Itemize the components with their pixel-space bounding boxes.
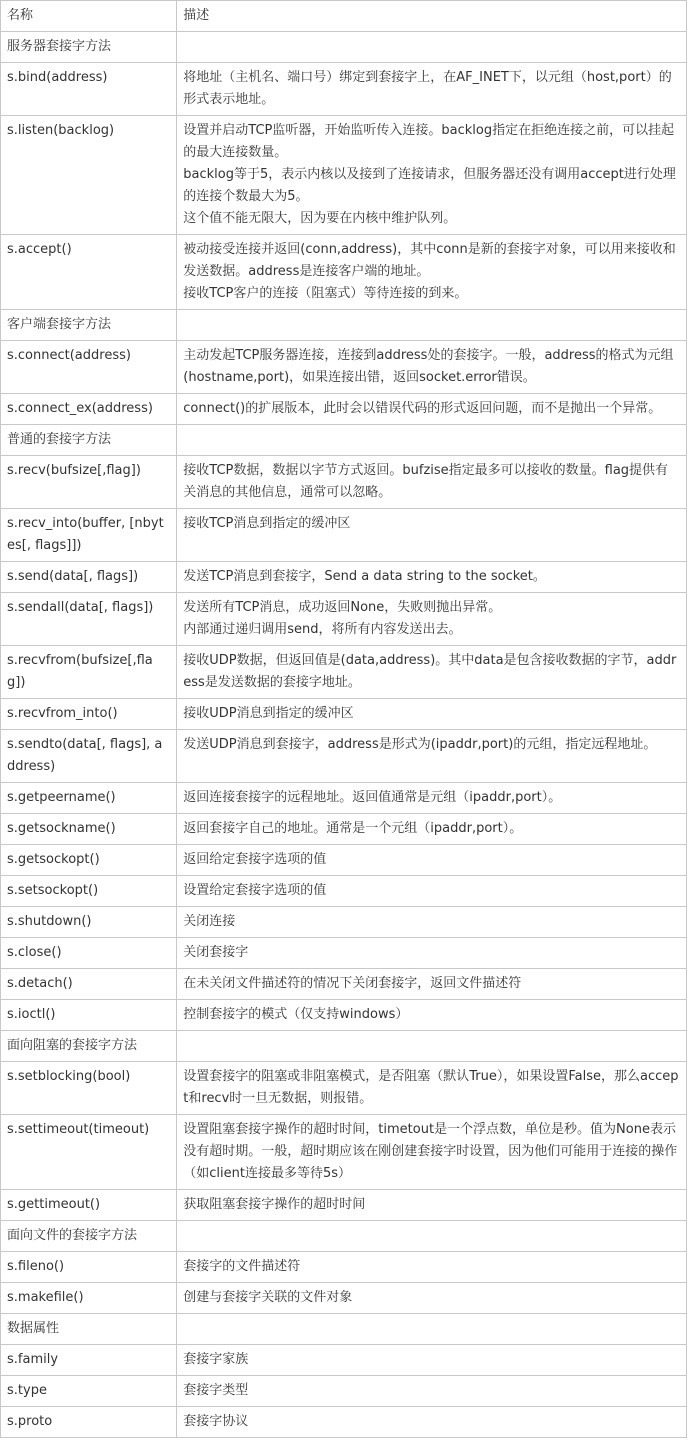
method-name-cell: s.recv(bufsize[,flag])	[1, 456, 177, 509]
table-row	[1, 235, 687, 310]
description-cell	[177, 1062, 687, 1115]
description-line: 发送UDP消息到套接字，address是形式为(ipaddr,port)的元组，指定远程地址。	[183, 737, 657, 752]
method-name-cell: s.gettimeout()	[1, 1190, 177, 1221]
description-line: 接收UDP数据，但返回值是(data,address)。其中data是包含接收数据的字节，address是发送数据的套接字地址。	[183, 653, 677, 690]
description-line	[183, 1035, 680, 1057]
method-name-cell: s.family	[1, 1345, 177, 1376]
table-row	[1, 1407, 687, 1438]
method-name-cell: s.setsockopt()	[1, 876, 177, 907]
method-name-cell: 面向阻塞的套接字方法	[1, 1031, 177, 1062]
method-name-cell: s.detach()	[1, 969, 177, 1000]
description-cell	[177, 425, 687, 456]
table-row	[1, 509, 687, 562]
method-name-cell: s.close()	[1, 938, 177, 969]
method-name-cell: s.type	[1, 1376, 177, 1407]
description-line: 套接字类型	[183, 1383, 249, 1398]
table-row	[1, 783, 687, 814]
table-row	[1, 63, 687, 116]
method-name-cell: s.ioctl()	[1, 1000, 177, 1031]
method-name-cell: s.getpeername()	[1, 783, 177, 814]
description-line: 设置并启动TCP监听器，开始监听传入连接。backlog指定在拒绝连接之前，可以挂起的最大连接数量。	[183, 123, 675, 160]
description-cell	[177, 646, 687, 699]
description-line: 获取阻塞套接字操作的超时时间	[183, 1197, 366, 1212]
table-row	[1, 1031, 687, 1062]
method-name-cell: s.accept()	[1, 235, 177, 310]
description-cell	[177, 1031, 687, 1062]
table-row	[1, 32, 687, 63]
table-row	[1, 310, 687, 341]
description-cell	[177, 845, 687, 876]
description-cell	[177, 814, 687, 845]
description-cell	[177, 509, 687, 562]
description-cell	[177, 907, 687, 938]
table-row	[1, 730, 687, 783]
method-name-cell: s.makefile()	[1, 1283, 177, 1314]
table-row	[1, 425, 687, 456]
table-row	[1, 341, 687, 394]
method-name-cell: s.recvfrom_into()	[1, 699, 177, 730]
description-cell	[177, 63, 687, 116]
method-name-cell: s.bind(address)	[1, 63, 177, 116]
description-cell	[177, 394, 687, 425]
method-name-cell: s.recvfrom(bufsize[,flag])	[1, 646, 177, 699]
description-cell	[177, 1314, 687, 1345]
method-name-cell: s.sendto(data[, flags], address)	[1, 730, 177, 783]
table-row	[1, 907, 687, 938]
method-name-cell: 面向文件的套接字方法	[1, 1221, 177, 1252]
description-cell	[177, 1407, 687, 1438]
table-row	[1, 562, 687, 593]
description-cell	[177, 235, 687, 310]
description-line: 套接字家族	[183, 1352, 249, 1367]
description-line: 接收UDP消息到指定的缓冲区	[183, 706, 354, 721]
description-cell	[177, 341, 687, 394]
method-name-cell: s.sendall(data[, flags])	[1, 593, 177, 646]
method-name-cell: 普通的套接字方法	[1, 425, 177, 456]
description-cell	[177, 562, 687, 593]
description-line	[183, 36, 680, 58]
description-line: 关闭连接	[183, 914, 236, 929]
description-cell	[177, 876, 687, 907]
description-line: backlog等于5，表示内核以及接到了连接请求，但服务器还没有调用accept进行处理的连接个数最大为5。	[183, 167, 676, 204]
method-name-cell: s.shutdown()	[1, 907, 177, 938]
table-row	[1, 1062, 687, 1115]
description-cell	[177, 1190, 687, 1221]
table-row	[1, 1283, 687, 1314]
description-line: 内部通过递归调用send，将所有内容发送出去。	[183, 622, 462, 637]
method-name-cell: 服务器套接字方法	[1, 32, 177, 63]
description-cell	[177, 730, 687, 783]
description-cell	[177, 456, 687, 509]
description-line: 设置阻塞套接字操作的超时时间，timetout是一个浮点数，单位是秒。值为None表示没有超时期。一般，超时期应该在刚创建套接字时设置，因为他们可能用于连接的操作（如client连接最多等待5s）	[183, 1122, 678, 1181]
method-name-cell: s.setblocking(bool)	[1, 1062, 177, 1115]
method-name-cell: s.getsockopt()	[1, 845, 177, 876]
table-row	[1, 699, 687, 730]
table-row	[1, 593, 687, 646]
description-line	[183, 1318, 680, 1340]
table-row	[1, 456, 687, 509]
description-line: 套接字的文件描述符	[183, 1259, 301, 1274]
description-line	[183, 314, 680, 336]
description-line: 发送TCP消息到套接字，Send a data string to the socket。	[183, 569, 546, 584]
description-cell	[177, 699, 687, 730]
method-name-cell: 客户端套接字方法	[1, 310, 177, 341]
table-row	[1, 938, 687, 969]
table-row	[1, 1345, 687, 1376]
description-cell	[177, 938, 687, 969]
table-row	[1, 969, 687, 1000]
description-line: 接收TCP消息到指定的缓冲区	[183, 516, 351, 531]
description-cell	[177, 593, 687, 646]
description-line: 发送所有TCP消息，成功返回None，失败则抛出异常。	[183, 600, 502, 615]
description-line: connect()的扩展版本，此时会以错误代码的形式返回问题，而不是抛出一个异常。	[183, 401, 662, 416]
description-cell	[177, 783, 687, 814]
method-name-cell: s.proto	[1, 1407, 177, 1438]
method-name-cell: s.connect_ex(address)	[1, 394, 177, 425]
method-name-cell: 数据属性	[1, 1314, 177, 1345]
description-cell	[177, 1000, 687, 1031]
description-line: 关闭套接字	[183, 945, 249, 960]
description-cell	[177, 1115, 687, 1190]
description-line: 创建与套接字关联的文件对象	[183, 1290, 353, 1305]
description-cell	[177, 1376, 687, 1407]
description-cell	[177, 1345, 687, 1376]
table-row	[1, 116, 687, 235]
description-line: 接收TCP数据，数据以字节方式返回。bufzise指定最多可以接收的数量。flag提供有关消息的其他信息，通常可以忽略。	[183, 463, 669, 500]
description-line	[183, 429, 680, 451]
description-line: 在未关闭文件描述符的情况下关闭套接字，返回文件描述符	[183, 976, 522, 991]
method-name-cell: s.fileno()	[1, 1252, 177, 1283]
description-cell	[177, 1252, 687, 1283]
description-line: 被动接受连接并返回(conn,address)，其中conn是新的套接字对象，可以用来接收和发送数据。address是连接客户端的地址。	[183, 242, 676, 279]
description-line: 设置套接字的阻塞或非阻塞模式，是否阻塞（默认True），如果设置False，那么accept和recv时一旦无数据，则报错。	[183, 1069, 679, 1106]
table-header-row	[1, 1, 687, 32]
table-row	[1, 394, 687, 425]
description-cell	[177, 1283, 687, 1314]
description-cell	[177, 1221, 687, 1252]
table-row	[1, 646, 687, 699]
description-line: 这个值不能无限大，因为要在内核中维护队列。	[183, 211, 457, 226]
table-row	[1, 1221, 687, 1252]
description-line	[183, 1225, 680, 1247]
description-line: 返回套接字自己的地址。通常是一个元组（ipaddr,port）。	[183, 821, 523, 836]
description-cell	[177, 969, 687, 1000]
description-cell	[177, 116, 687, 235]
table-row	[1, 845, 687, 876]
description-line: 控制套接字的模式（仅支持windows）	[183, 1007, 409, 1022]
table-row	[1, 876, 687, 907]
table-row	[1, 1376, 687, 1407]
method-name-cell: s.settimeout(timeout)	[1, 1115, 177, 1190]
table-row	[1, 814, 687, 845]
description-cell	[177, 32, 687, 63]
table-row	[1, 1314, 687, 1345]
table-row	[1, 1252, 687, 1283]
method-name-cell: s.connect(address)	[1, 341, 177, 394]
description-line: 设置给定套接字选项的值	[183, 883, 327, 898]
description-line: 返回给定套接字选项的值	[183, 852, 327, 867]
method-name-cell: s.send(data[, flags])	[1, 562, 177, 593]
table-row	[1, 1000, 687, 1031]
description-cell	[177, 310, 687, 341]
description-line: 主动发起TCP服务器连接，连接到address处的套接字。一般，address的格式为元组(hostname,port)，如果连接出错，返回socket.error错误。	[183, 348, 674, 385]
description-line: 将地址（主机名、端口号）绑定到套接字上，在AF_INET下，以元组（host,port）的形式表示地址。	[183, 70, 672, 107]
header-desc-cell: 描述	[177, 1, 687, 32]
method-name-cell: s.getsockname()	[1, 814, 177, 845]
header-name-cell: 名称	[1, 1, 177, 32]
description-line: 返回连接套接字的远程地址。返回值通常是元组（ipaddr,port）。	[183, 790, 562, 805]
method-name-cell: s.recv_into(buffer, [nbytes[, flags]])	[1, 509, 177, 562]
table-row	[1, 1190, 687, 1221]
description-line: 接收TCP客户的连接（阻塞式）等待连接的到来。	[183, 286, 468, 301]
description-line: 套接字协议	[183, 1414, 249, 1429]
table-row	[1, 1115, 687, 1190]
method-name-cell: s.listen(backlog)	[1, 116, 177, 235]
